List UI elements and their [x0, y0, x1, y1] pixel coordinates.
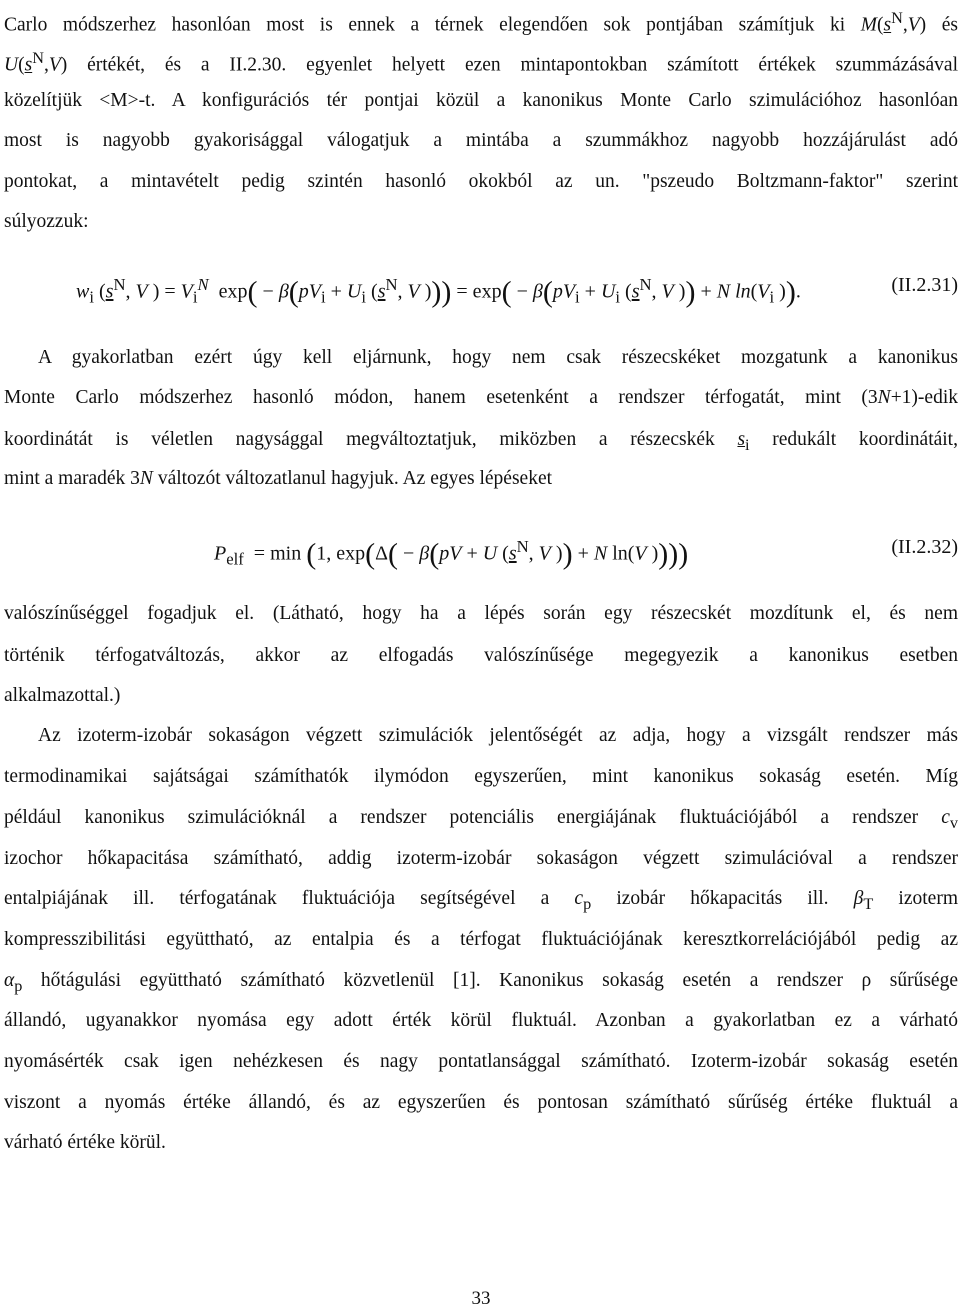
- text-line-20: $\alpha_p$ hőtágulási együttható számítható közvetlenül [1]. Kanonikus sokaság esetén a rendszer ρ sűrűsége: [4, 970, 958, 995]
- page-number: 33: [471, 1288, 491, 1309]
- text-line-1: Carlo módszerhez hasonlóan most is ennek a térnek elegendően sok pontjában számítjuk ki $M(s^N,V)$ és: [4, 9, 958, 36]
- equation-II-2-31: [4, 265, 958, 325]
- equation-number: (II.2.32): [891, 536, 958, 558]
- text-line-7: A gyakorlatban ezért úgy kell eljárnunk, hogy nem csak részecskéket mozgatunk a kanonikus: [38, 347, 958, 368]
- text-line-22: nyomásérték csak igen nehézkesen és nagy pontatlansággal számítható. Izoterm-izobár sokaság esetén: [4, 1051, 958, 1072]
- text-line-3: közelítjük <M>-t. A konfigurációs tér pontjai közül a kanonikus Monte Carlo szimulációhoz hasonlóan: [4, 90, 958, 111]
- text-line-18: entalpiájának ill. térfogatának fluktuációja segítségével a $c_p$ izobár hőkapacitás ill. $\beta_T$ izoterm: [4, 888, 958, 913]
- text-line-24: várható értéke körül.: [4, 1132, 166, 1153]
- equation-body: $P_{elf} = \min (1$, exp(Δ( − β(pV + U ($s^N$, V )) + N ln(V )))): [214, 537, 689, 571]
- text-line-8: Monte Carlo módszerhez hasonló módon, hanem esetenként a rendszer térfogatát, mint (3N+1)-edik: [4, 387, 958, 408]
- equation-body: $w_i$ ($s^N$, V ) = $V_i^N$ $\exp( - \beta(pV_i + U_i$ ($s^N$, V ))) = $\exp( - \beta(pV_i + U_i$ ($s^N$, V )) + N $\ln(V_i$ )).: [76, 275, 801, 309]
- text-line-14: Az izoterm-izobár sokaságon végzett szimulációk jelentőségét az adja, hogy a vizsgált rendszer más: [38, 725, 958, 746]
- text-line-16: például kanonikus szimulációknál a rendszer potenciális energiájának fluktuációjából a rendszer $c_v$: [4, 807, 958, 832]
- text-line-4: most is nagyobb gyakorisággal válogatjuk a mintába a szummákhoz nagyobb hozzájárulást adó: [4, 130, 958, 151]
- text-line-23: viszont a nyomás értéke állandó, és az egyszerűen és pontosan számítható sűrűség értéke fluktuál a: [4, 1092, 958, 1113]
- text-line-12: történik térfogatváltozás, akkor az elfogadás valószínűsége megegyezik a kanonikus esetben: [4, 645, 958, 666]
- text-line-9: koordinátát is véletlen nagysággal megváltoztatjuk, miközben a részecskék $s_i$ redukált koordinátáit,: [4, 429, 958, 454]
- equation-number: (II.2.31): [891, 274, 958, 296]
- text-line-15: termodinamikai sajátságai számíthatók ilymódon egyszerűen, mint kanonikus sokaság esetén. Míg: [4, 766, 958, 787]
- text-line-17: izochor hőkapacitása számítható, addig izoterm-izobár sokaságon végzett szimulációval a rendszer: [4, 848, 958, 869]
- text-line-19: kompresszibilitási együttható, az entalpia és a térfogat fluktuációjának keresztkorrelációjából pedig az: [4, 929, 958, 950]
- text-line-21: állandó, ugyanakkor nyomása egy adott érték körül fluktuál. Azonban a gyakorlatban ez a várható: [4, 1010, 958, 1031]
- text-line-10: mint a maradék 3N változót változatlanul hagyjuk. Az egyes lépéseket: [4, 468, 553, 489]
- text-line-2: $U(s^N,V)$ értékét, és a II.2.30. egyenlet helyett ezen mintapontokban számított értékek szummázásával: [4, 49, 958, 76]
- text-line-11: valószínűséggel fogadjuk el. (Látható, hogy ha a lépés során egy részecskét mozdítunk el, és nem: [4, 603, 958, 624]
- equation-II-2-32: [4, 527, 958, 587]
- text-line-5: pontokat, a mintavételt pedig szintén hasonló okokból az un. "pszeudo Boltzmann-faktor" szerint: [4, 171, 958, 192]
- text-line-13: alkalmazottal.): [4, 685, 121, 706]
- text-line-6: súlyozzuk:: [4, 211, 89, 232]
